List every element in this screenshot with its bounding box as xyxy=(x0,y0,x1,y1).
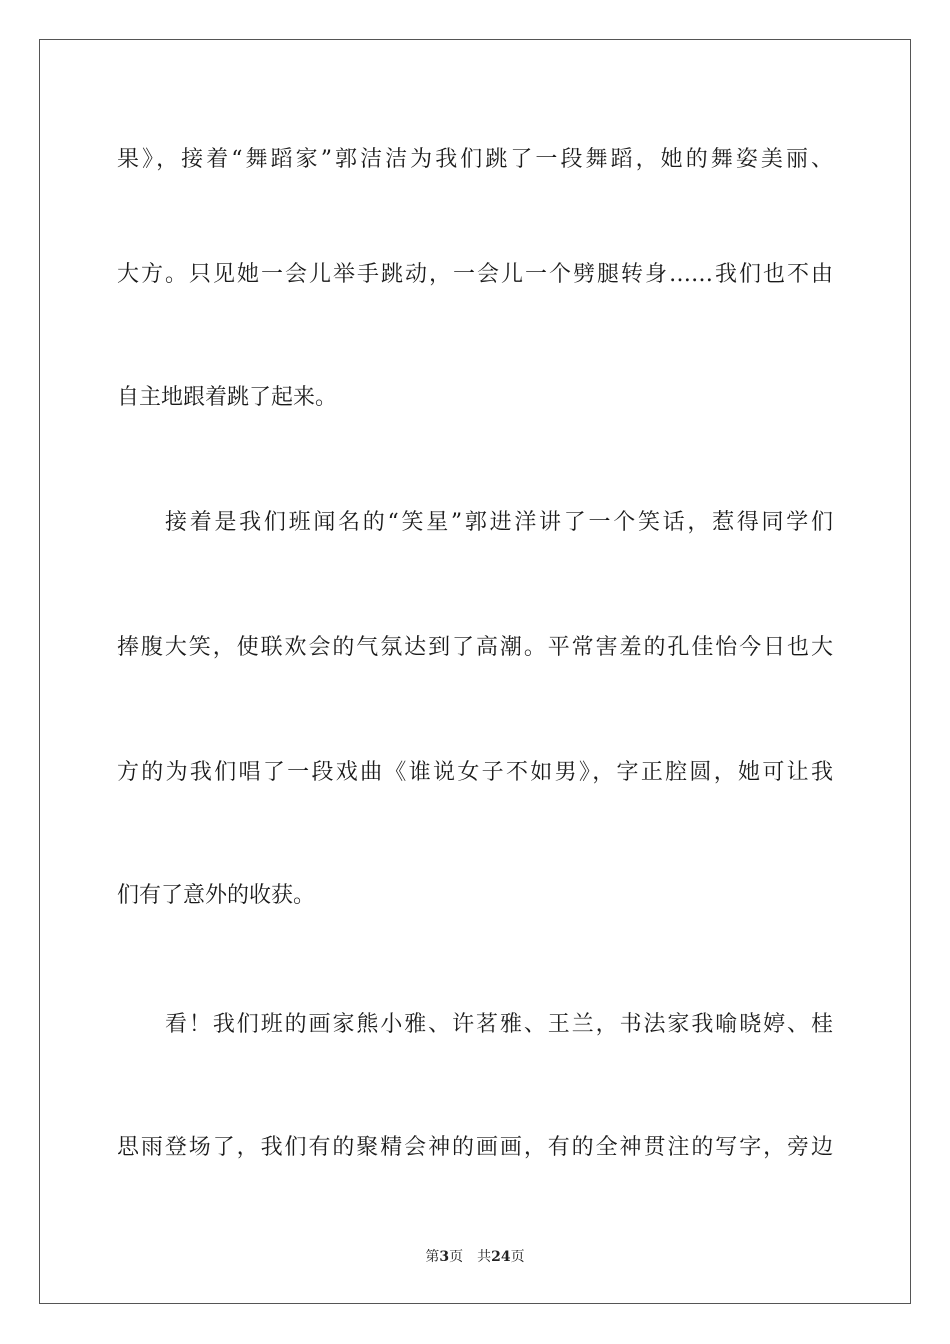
text-line: 捧腹大笑，使联欢会的气氛达到了高潮。平常害羞的孔佳怡今日也大 xyxy=(117,635,833,660)
text-line: 们有了意外的收获。 xyxy=(117,883,316,908)
text-line: 思雨登场了，我们有的聚精会神的画画，有的全神贯注的写字，旁边 xyxy=(117,1135,833,1160)
page-number: 3 xyxy=(439,1249,450,1265)
page-footer xyxy=(0,1247,950,1267)
paragraph-first-line: 看！我们班的画家熊小雅、许茗雅、王兰，书法家我喻晓婷、桂 xyxy=(165,1012,833,1037)
total-suffix: 页 xyxy=(510,1249,525,1265)
total-prefix: 共 xyxy=(477,1249,492,1265)
text-line: 方的为我们唱了一段戏曲《谁说女子不如男》，字正腔圆，她可让我 xyxy=(117,760,833,785)
text-line: 自主地跟着跳了起来。 xyxy=(117,385,338,410)
text-line: 果》，接着“舞蹈家”郭洁洁为我们跳了一段舞蹈，她的舞姿美丽、 xyxy=(117,147,833,172)
page-border xyxy=(39,39,911,1304)
total-pages: 24 xyxy=(491,1249,511,1265)
paragraph-first-line: 接着是我们班闻名的“笑星”郭进洋讲了一个笑话，惹得同学们 xyxy=(165,510,833,535)
page-prefix: 第 xyxy=(425,1249,440,1265)
page-suffix: 页 xyxy=(449,1249,464,1265)
text-line: 大方。只见她一会儿举手跳动，一会儿一个劈腿转身……我们也不由 xyxy=(117,262,833,287)
